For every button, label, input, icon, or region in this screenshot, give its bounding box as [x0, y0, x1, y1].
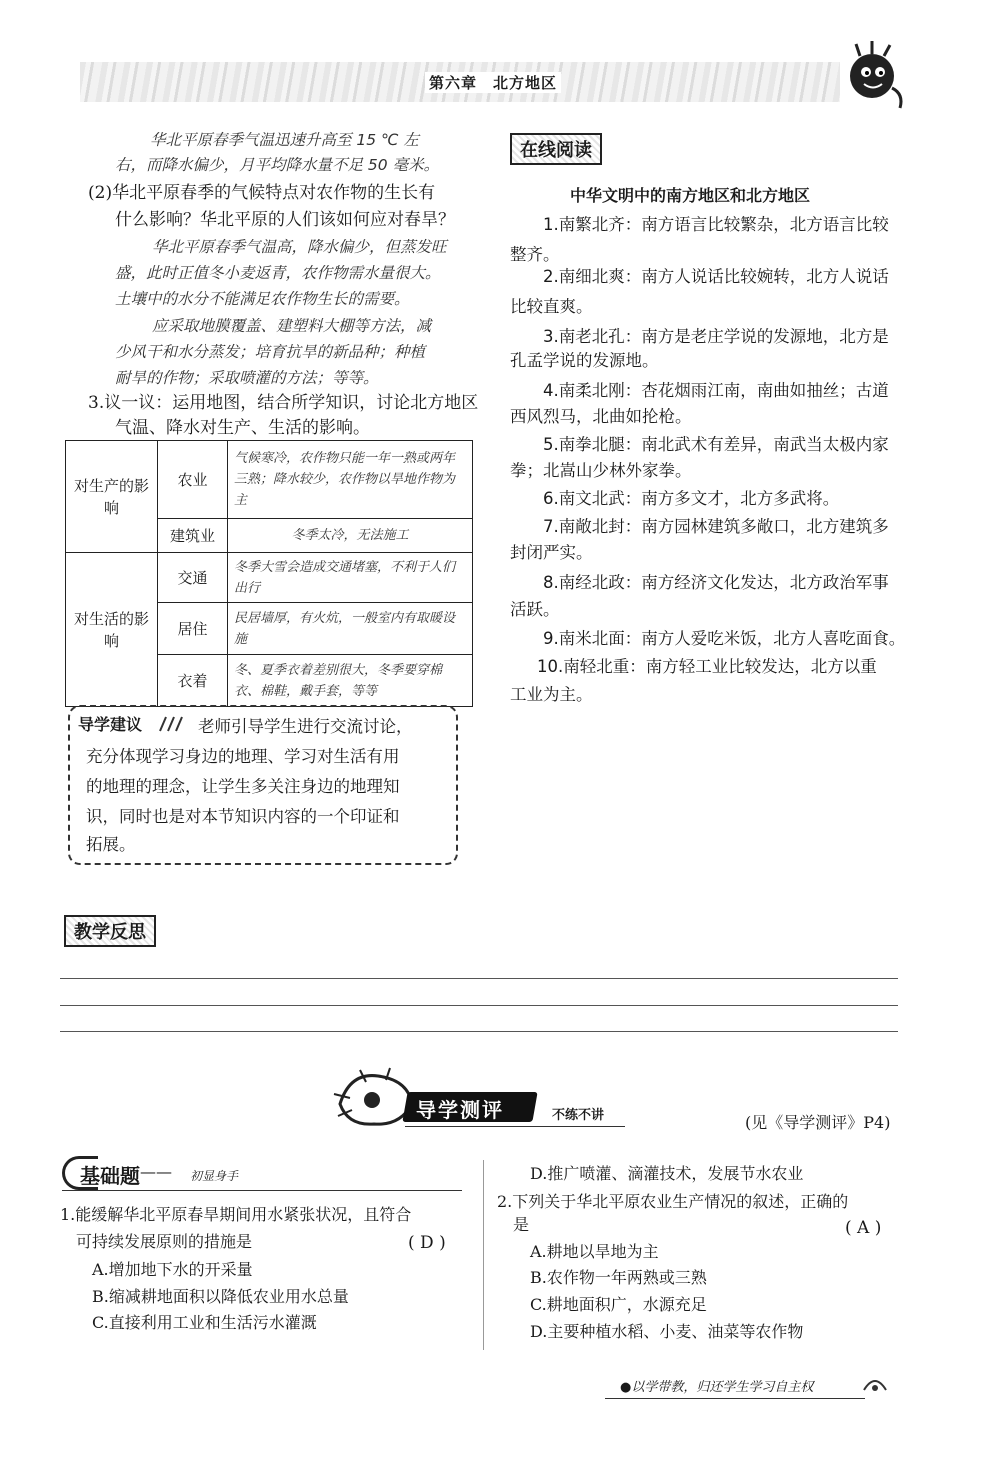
- table-cell-value: 民居墙厚，有火炕，一般室内有取暖设施: [228, 603, 473, 655]
- reading-item-1-line-2: 整齐。: [510, 245, 560, 264]
- question-1-line-2: 可持续发展原则的措施是: [76, 1232, 253, 1251]
- table-cell-value: 冬季太冷，无法施工: [228, 519, 473, 553]
- footer-rule: [605, 1398, 865, 1399]
- reading-item-5-line-2: 拳；北嵩山少林外家拳。: [510, 461, 692, 480]
- question-2-option-b: B.农作物一年两熟或三熟: [530, 1268, 707, 1287]
- page-ornament-icon: [860, 1370, 890, 1400]
- question-2-line-1: (2)华北平原春季的气候特点对农作物的生长有: [88, 183, 436, 203]
- table-row-label: 衣着: [158, 655, 228, 707]
- answer-1-line-1: 华北平原春季气温迅速升高至 15 ℃ 左: [150, 131, 419, 149]
- answer-1-line-2: 右，而降水偏少，月平均降水量不足 50 毫米。: [115, 156, 440, 174]
- question-1-line-1: 1.能缓解华北平原春旱期间用水紧张状况，且符合: [60, 1205, 412, 1224]
- tip-line-4: 识，同时也是对本节知识内容的一个印证和: [86, 807, 400, 826]
- reading-item-8-line-1: 8.南经北政：南方经济文化发达，北方政治军事: [543, 573, 889, 592]
- reading-item-5-line-1: 5.南拳北腿：南北武术有差异，南武当太极内家: [543, 435, 889, 454]
- table-group-production: 对生产的影响: [66, 441, 158, 553]
- table-row-label: 农业: [158, 441, 228, 519]
- reading-item-2-line-1: 2.南细北爽：南方人说话比较婉转，北方人说话: [543, 267, 889, 286]
- reading-item-3-line-1: 3.南老北孔：南方是老庄学说的发源地，北方是: [543, 327, 889, 346]
- question-3-line-1: 3.议一议：运用地图，结合所学知识，讨论北方地区: [88, 393, 479, 413]
- question-2-option-a: A.耕地以旱地为主: [530, 1242, 659, 1261]
- table-row: [66, 553, 473, 603]
- table-cell-value: 冬、夏季衣着差别很大，冬季要穿棉衣、棉鞋，戴手套，等等: [228, 655, 473, 707]
- teaching-tip-label: 导学建议: [78, 715, 143, 734]
- reading-item-1-line-1: 1.南繁北齐：南方语言比较繁杂，北方语言比较: [543, 215, 889, 234]
- reflection-line-2: [60, 1005, 898, 1006]
- table-group-life: 对生活的影响: [66, 553, 158, 707]
- question-1-option-d: D.推广喷灌、滴灌技术，发展节水农业: [530, 1164, 804, 1183]
- question-3-line-2: 气温、降水对生产、生活的影响。: [115, 418, 370, 438]
- basic-label: 基础题: [80, 1164, 140, 1188]
- answer-2a-line-2: 盛，此时正值冬小麦返青，农作物需水量很大。: [115, 264, 441, 282]
- answer-2b-line-3: 耐旱的作物；采取喷灌的方法；等等。: [115, 369, 379, 387]
- question-2-answer: ( A ): [845, 1218, 882, 1238]
- basic-sublabel: 初显身手: [190, 1169, 239, 1183]
- reflection-line-3: [60, 1031, 898, 1032]
- question-2-line-1: 2.下列关于华北平原农业生产情况的叙述，正确的: [497, 1192, 849, 1211]
- reading-item-9: 9.南米北面：南方人爱吃米饭，北方人喜吃面食。: [543, 629, 906, 648]
- column-divider: [483, 1160, 484, 1350]
- table-cell-value: 气候寒冷，农作物只能一年一熟或两年三熟；降水较少，农作物以旱地作物为主: [228, 441, 473, 519]
- chapter-title: 第六章 北方地区: [425, 72, 561, 93]
- answer-2a-line-3: 土壤中的水分不能满足农作物生长的需要。: [115, 290, 410, 308]
- answer-2a-line-1: 华北平原春季气温高，降水偏少，但蒸发旺: [152, 238, 447, 256]
- reading-item-2-line-2: 比较直爽。: [510, 297, 593, 316]
- reading-item-7-line-1: 7.南敞北封：南方园林建筑多敞口，北方建筑多: [543, 517, 889, 536]
- question-1-option-c: C.直接利用工业和生活污水灌溉: [92, 1313, 317, 1332]
- reading-item-6: 6.南文北武：南方多文才，北方多武将。: [543, 489, 840, 508]
- footer-slogan: ●以学带教，归还学生学习自主权: [620, 1380, 814, 1395]
- banner-underline: [405, 1126, 625, 1127]
- table-cell-value: 冬季大雪会造成交通堵塞，不利于人们出行: [228, 553, 473, 603]
- tip-line-2: 充分体现学习身边的地理、学习对生活有用: [86, 747, 400, 766]
- table-row-label: 建筑业: [158, 519, 228, 553]
- question-1-option-b: B.缩减耕地面积以降低农业用水总量: [92, 1287, 349, 1306]
- table-row-label: 交通: [158, 553, 228, 603]
- reading-item-8-line-2: 活跃。: [510, 600, 560, 619]
- teaching-reflection-tag: 教学反思: [64, 915, 156, 947]
- question-2-line-2: 什么影响？华北平原的人们该如何应对春旱？: [115, 210, 455, 230]
- reading-item-10-line-2: 工业为主。: [510, 685, 593, 704]
- basic-label-dash: ——: [140, 1162, 172, 1181]
- reading-item-3-line-2: 孔孟学说的发源地。: [510, 351, 659, 370]
- answer-2b-line-1: 应采取地膜覆盖、建塑料大棚等方法，减: [152, 317, 432, 335]
- tip-line-5: 拓展。: [86, 835, 136, 854]
- evaluation-banner-title: 导学测评: [416, 1098, 504, 1122]
- mascot-icon: [840, 38, 910, 118]
- online-reading-tag: 在线阅读: [510, 133, 602, 165]
- impact-table: [65, 440, 473, 707]
- table-row: [66, 441, 473, 519]
- table-row-label: 居住: [158, 603, 228, 655]
- hatch-icon: [158, 716, 188, 732]
- question-1-answer: ( D ): [408, 1233, 446, 1253]
- tip-line-3: 的地理的理念，让学生多关注身边的地理知: [86, 777, 400, 796]
- reading-item-4-line-1: 4.南柔北刚：杏花烟雨江南，南曲如抽丝；古道: [543, 381, 889, 400]
- evaluation-banner-sub: 不练不讲: [552, 1108, 605, 1123]
- reflection-line-1: [60, 978, 898, 979]
- question-2-line-2: 是: [513, 1215, 530, 1234]
- reading-item-7-line-2: 封闭严实。: [510, 543, 593, 562]
- reading-item-10-line-1: 10.南轻北重：南方轻工业比较发达，北方以重: [537, 657, 877, 676]
- reading-item-4-line-2: 西风烈马，北曲如抡枪。: [510, 407, 692, 426]
- question-2-option-d: D.主要种植水稻、小麦、油菜等农作物: [530, 1322, 804, 1341]
- question-1-option-a: A.增加地下水的开采量: [92, 1260, 253, 1279]
- answer-2b-line-2: 少风干和水分蒸发；培育抗旱的新品种；种植: [115, 343, 426, 361]
- question-2-option-c: C.耕地面积广，水源充足: [530, 1295, 707, 1314]
- tip-line-1: 老师引导学生进行交流讨论，: [198, 717, 413, 736]
- reading-title: 中华文明中的南方地区和北方地区: [570, 186, 811, 205]
- basic-underline: [62, 1190, 462, 1191]
- evaluation-reference: (见《导学测评》P4): [745, 1113, 891, 1132]
